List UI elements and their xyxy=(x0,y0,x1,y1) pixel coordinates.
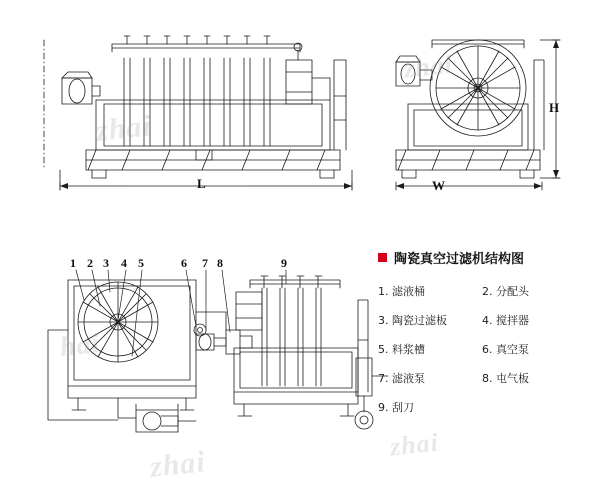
callout-6: 6 xyxy=(181,256,187,270)
legend-item-6: 6. 真空泵 xyxy=(482,343,529,356)
callout-7: 7 xyxy=(202,256,208,270)
legend-item-2: 2. 分配头 xyxy=(482,285,529,298)
square-marker-icon xyxy=(378,253,387,262)
watermark-text: hai xyxy=(58,327,102,364)
callout-8: 8 xyxy=(217,256,223,270)
legend-item-8: 8. 屯气板 xyxy=(482,372,529,385)
callout-2: 2 xyxy=(87,256,93,270)
dimension-label-width: W xyxy=(432,178,445,193)
legend-item-9: 9. 刮刀 xyxy=(378,401,414,414)
legend-item-3: 3. 陶瓷过滤板 xyxy=(378,314,447,327)
legend-title-text: 陶瓷真空过滤机结构图 xyxy=(394,252,525,267)
legend-list xyxy=(378,283,596,415)
callout-4: 4 xyxy=(121,256,127,270)
watermark-text: zhai xyxy=(402,49,455,84)
legend-item-5: 5. 料浆槽 xyxy=(378,343,425,356)
callout-5: 5 xyxy=(138,256,144,270)
callout-1: 1 xyxy=(70,256,76,270)
watermark-text: zhai xyxy=(148,445,208,484)
front-elevation-group xyxy=(396,40,560,190)
watermark-text: zhai xyxy=(388,427,441,462)
legend-item-4: 4. 搅拌器 xyxy=(482,314,529,327)
legend-item-7: 7. 滤液泵 xyxy=(378,372,425,385)
side-elevation-group xyxy=(44,36,356,190)
watermark-text: zhai xyxy=(94,109,154,148)
legend xyxy=(378,248,596,415)
legend-item-1: 1. 滤液桶 xyxy=(378,285,425,298)
callout-9: 9 xyxy=(281,256,287,270)
legend-title xyxy=(378,248,596,267)
dimension-label-height: H xyxy=(549,100,560,115)
callout-3: 3 xyxy=(103,256,109,270)
dimension-label-length: L xyxy=(197,176,206,191)
structure-diagram-group xyxy=(48,270,388,432)
